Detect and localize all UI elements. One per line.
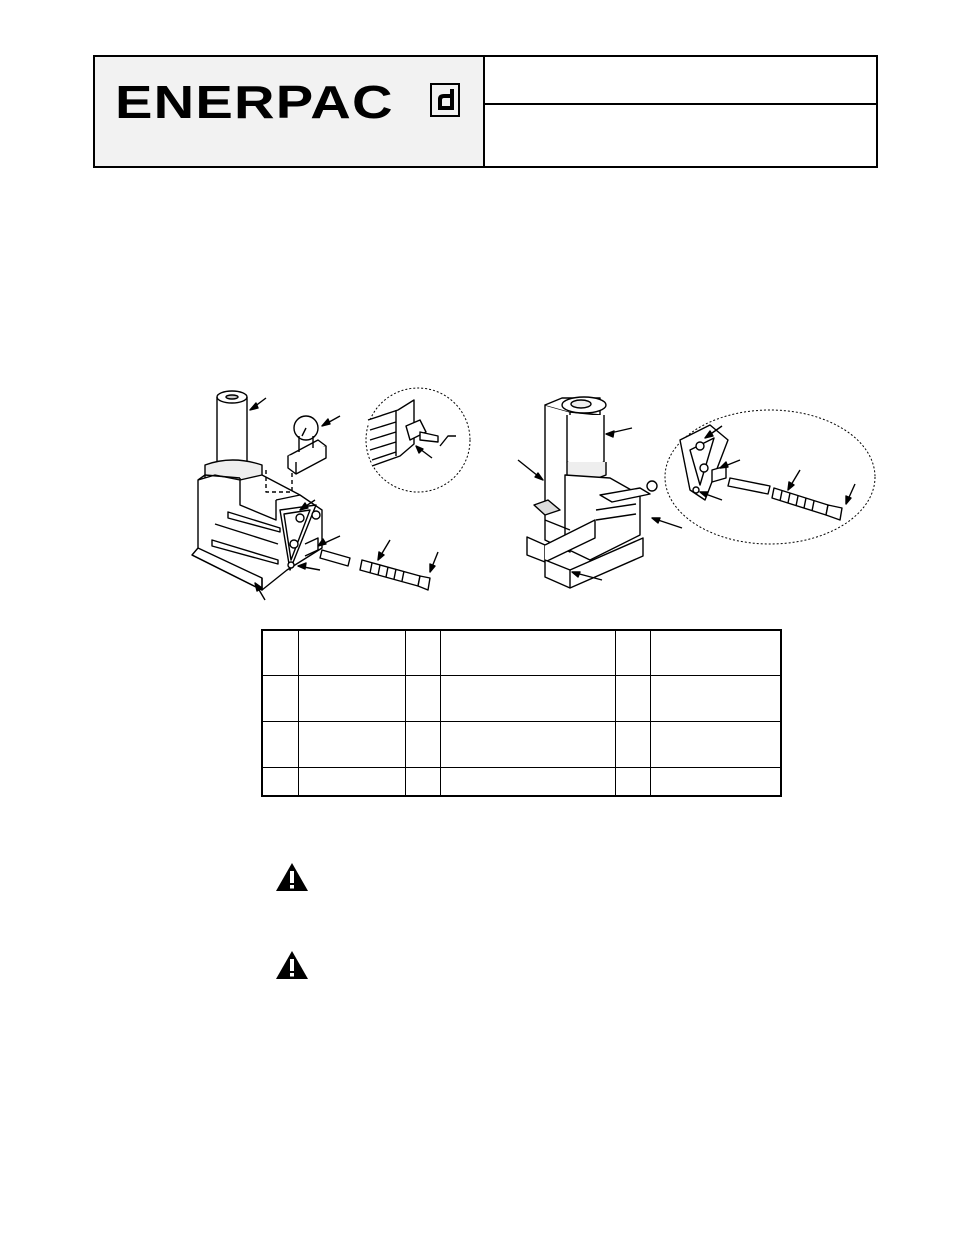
right-illustration [518, 397, 875, 588]
table-cell [615, 676, 650, 722]
table-cell [298, 676, 405, 722]
left-illustration [192, 388, 470, 600]
table-cell [440, 630, 615, 676]
table-cell [440, 768, 615, 796]
table-cell [440, 721, 615, 768]
table-cell [405, 630, 440, 676]
table-row [262, 676, 781, 722]
table-cell [615, 721, 650, 768]
warning-triangle-icon [275, 950, 309, 980]
table-cell [650, 721, 781, 768]
table-cell [405, 676, 440, 722]
table-cell [405, 721, 440, 768]
table-cell [440, 676, 615, 722]
table-row [262, 630, 781, 676]
table-cell [650, 676, 781, 722]
table-cell [298, 721, 405, 768]
table-cell [615, 630, 650, 676]
parts-table [261, 629, 782, 797]
table-cell [262, 768, 298, 796]
table-cell [262, 721, 298, 768]
table-cell [650, 630, 781, 676]
table-cell [615, 768, 650, 796]
warning-triangle-icon [275, 862, 309, 892]
table-cell [298, 768, 405, 796]
table-row [262, 768, 781, 796]
table-cell [262, 676, 298, 722]
table-row [262, 721, 781, 768]
table-cell [405, 768, 440, 796]
table-cell [262, 630, 298, 676]
table-cell [298, 630, 405, 676]
table-cell [650, 768, 781, 796]
enerpac-logo-text: ENERPAC [115, 76, 394, 128]
